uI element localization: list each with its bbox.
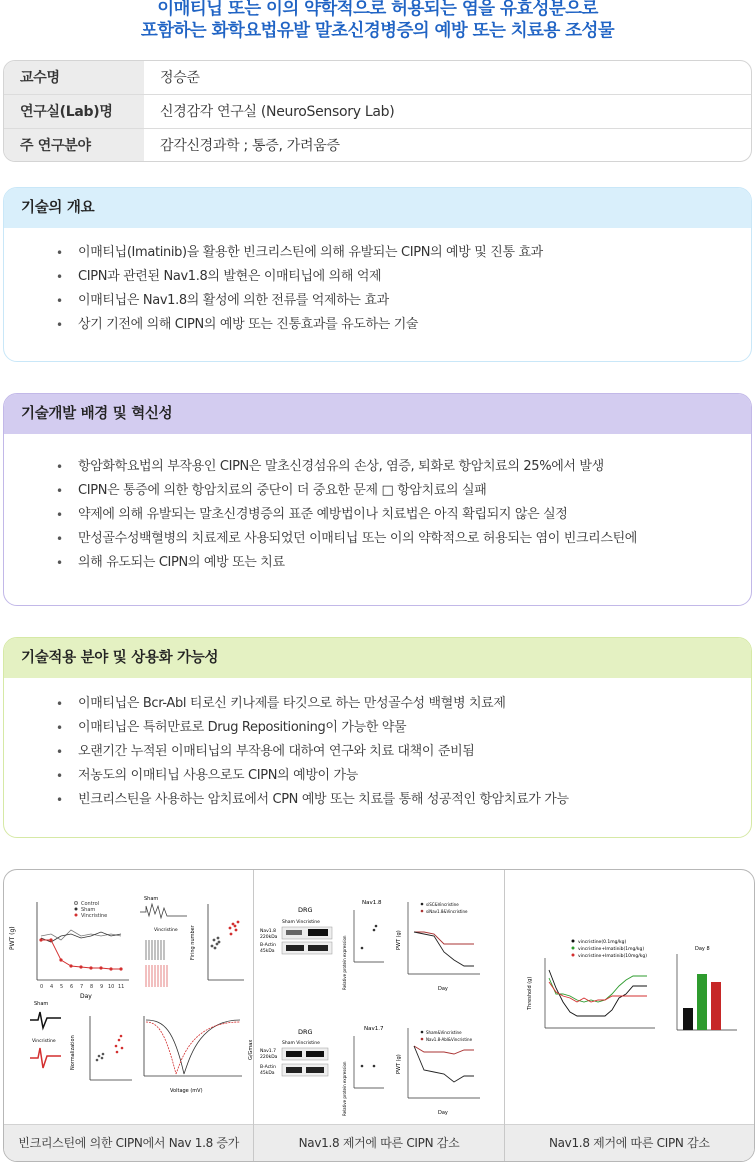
legend-ima1: vincristine+Imatinib(1mg/kg)	[577, 947, 644, 952]
day-axis-bottom: Day	[438, 1110, 449, 1116]
rel-axis-bottom: Relative protein expression	[342, 1061, 348, 1116]
legend-vin: vincristine(0.1mg/kg)	[577, 940, 626, 945]
legend-ima10: vincristine+Imatinib(10mg/kg)	[577, 954, 647, 959]
firing-axis-label: Firing number	[190, 925, 196, 960]
svg-text:6: 6	[70, 984, 74, 990]
day-axis-top: Day	[438, 986, 449, 992]
application-heading: 기술적용 분야 및 상용화 가능성	[4, 638, 751, 678]
svg-text:9: 9	[100, 984, 104, 990]
lab-label: 연구실(Lab)명	[4, 95, 144, 128]
gating-axis-label: G/Gmax	[248, 1039, 254, 1060]
list-item: • 오랜기간 누적된 이매티닙의 부작용에 대하여 연구와 치료 대책이 준비됨	[56, 740, 751, 764]
lab-value: 신경감각 연구실 (NeuroSensory Lab)	[160, 104, 395, 120]
background-heading: 기술개발 배경 및 혁신성	[4, 394, 751, 434]
list-item: • 약제에 의해 유발되는 말초신경병증의 표준 예방법이나 치료법은 아직 확립되지 않은 실정	[56, 503, 751, 527]
figure-1-graphic	[4, 870, 256, 1126]
nav17-chart-title: Nav1.7	[364, 1026, 384, 1032]
professor-value: 정승준	[160, 70, 200, 86]
list-item: • 저농도의 이매티닙 사용으로도 CIPN의 예방이 가능	[56, 764, 751, 788]
list-item: • 빈크리스틴을 사용하는 암치료에서 CPN 예방 또는 치료를 통해 성공적인 항암치료가 가능	[56, 788, 751, 812]
svg-text:0: 0	[40, 984, 44, 990]
svg-text:4: 4	[50, 984, 54, 990]
svg-text:7: 7	[80, 984, 84, 990]
professor-label: 교수명	[4, 61, 144, 94]
day8-label: Day 8	[694, 946, 710, 952]
info-row-professor	[4, 61, 751, 95]
legend-vincristine: Vincristine	[81, 913, 108, 919]
info-row-field	[4, 129, 751, 162]
svg-text:11: 11	[118, 984, 125, 990]
figure-3-caption: Nav1.8 제거에 따른 CIPN 감소	[505, 1124, 754, 1161]
overview-heading: 기술의 개요	[4, 188, 751, 228]
background-list	[56, 455, 751, 575]
kda45-bottom: 45kDa	[260, 1071, 275, 1076]
list-item: • 이매티닙(Imatinib)을 활용한 빈크리스틴에 의해 유발되는 CIPN의 예방 및 진통 효과	[56, 241, 751, 265]
figure-3-graphic	[505, 870, 755, 1126]
field-label: 주 연구분야	[4, 129, 144, 162]
list-item-continuation: • 의해 유도되는 CIPN의 예방 또는 치료	[56, 551, 751, 575]
kda220-bottom: 220kDa	[260, 1055, 278, 1060]
nav17-blot-label: Nav1.7	[260, 1049, 277, 1054]
pwt-axis-top: PWT (g)	[396, 930, 403, 950]
figure-1-caption: 빈크리스틴에 의한 CIPN에서 Nav 1.8 증가	[4, 1124, 253, 1161]
list-item: • CIPN은 통증에 의한 항암치료의 중단이 더 중요한 문제 □ 항암치료의 실패	[56, 479, 751, 503]
trace-sham-label: Sham	[144, 896, 159, 902]
pwt-axis-bottom: PWT (g)	[396, 1054, 403, 1074]
blot-cols-top: Sham Vincristine	[282, 920, 321, 925]
title-line-1: 이매티닙 또는 이의 약학적으로 허용되는 염을 유효성분으로	[157, 0, 598, 19]
svg-text:8: 8	[90, 984, 94, 990]
figure-3	[505, 870, 754, 1161]
figure-panel	[3, 869, 755, 1162]
day-axis-label: Day	[80, 993, 92, 1000]
list-item: • 이매티닙은 특허만료로 Drug Repositioning이 가능한 약물	[56, 716, 751, 740]
list-item: • 이매티닙은 Nav1.8의 활성에 의한 전류를 억제하는 효과	[56, 289, 751, 313]
list-item: • CIPN과 관련된 Nav1.8의 발현은 이매티닙에 의해 억제	[56, 265, 751, 289]
bottom-sham-label: Sham	[34, 1001, 49, 1007]
svg-text:5: 5	[60, 984, 64, 990]
list-item: • 상기 기전에 의해 CIPN의 예방 또는 진통효과를 유도하는 기술	[56, 313, 751, 337]
figure-1	[4, 870, 254, 1161]
figure-2	[254, 870, 504, 1161]
kda45-top: 45kDa	[260, 949, 275, 954]
list-item: • 이매티닙은 Bcr-Abl 티로신 키나제를 타깃으로 하는 만성골수성 백혈병 치료제	[56, 692, 751, 716]
bactin-top: B-Actin	[260, 943, 277, 948]
threshold-axis-label: Threshold (g)	[526, 976, 533, 1010]
overview-list	[56, 241, 751, 337]
legend-sisc: siSC&Vincristine	[426, 902, 459, 907]
field-value: 감각신경과학 ; 통증, 가려움증	[160, 138, 340, 154]
svg-text:10: 10	[108, 984, 115, 990]
rel-axis-top: Relative protein expression	[342, 935, 348, 990]
overview-section	[3, 187, 752, 362]
list-item: • 항암화학요법의 부작용인 CIPN은 말초신경섬유의 손상, 염증, 퇴화로 항암치료의 25%에서 발생	[56, 455, 751, 479]
norm-axis-label: Normalization	[70, 1035, 76, 1070]
drg-label-bottom: DRG	[298, 1028, 313, 1036]
legend-sinav: siNav1.8&Vincristine	[426, 909, 468, 914]
bottom-vin-label: Vincristine	[32, 1039, 56, 1044]
info-table	[3, 60, 752, 162]
legend-control: Control	[81, 901, 100, 907]
application-list	[56, 692, 751, 812]
nav18-chart-title: Nav1.8	[362, 900, 382, 906]
trace-vin-label-1: Vincristine	[154, 928, 178, 933]
background-section	[3, 393, 752, 606]
legend-nav-abl: Nav1.8-Abl&Vincristine	[426, 1037, 473, 1042]
title-line-2: 포함하는 화학요법유발 말초신경병증의 예방 또는 치료용 조성물	[140, 21, 615, 41]
legend-sham: Sham	[81, 907, 96, 913]
blot-cols-bottom: Sham Vincristine	[282, 1041, 321, 1046]
figure-2-caption: Nav1.8 제거에 따른 CIPN 감소	[254, 1124, 503, 1161]
legend-sham-vin: Sham&Vincristine	[426, 1030, 462, 1035]
drg-label-top: DRG	[298, 906, 313, 914]
figure-2-graphic	[254, 870, 504, 1126]
pwt-axis-label: PWT (g)	[9, 926, 16, 950]
bactin-bottom: B-Actin	[260, 1065, 277, 1070]
application-section	[3, 637, 752, 838]
list-item: • 만성골수성백혈병의 치료제로 사용되었던 이매티닙 또는 이의 약학적으로 허용되는 염이 빈크리스틴에	[56, 527, 751, 551]
kda220-top: 220kDa	[260, 935, 278, 940]
voltage-axis-label: Voltage (mV)	[170, 1088, 203, 1094]
info-row-lab	[4, 95, 751, 129]
nav18-blot-label: Nav1.8	[260, 929, 277, 934]
